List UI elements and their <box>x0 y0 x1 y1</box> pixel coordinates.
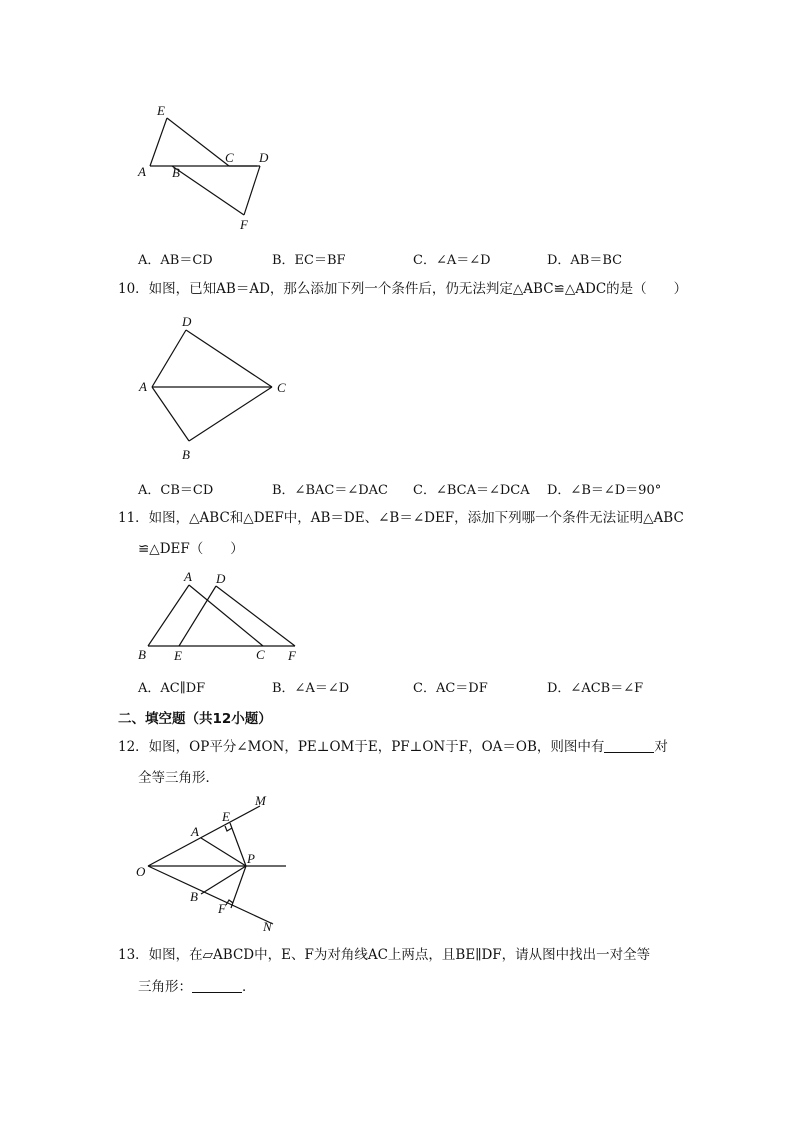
q12-figure <box>130 765 305 940</box>
q11-label-D: D <box>216 571 226 586</box>
q12-label-N: N <box>263 919 272 934</box>
q10-option-a[interactable]: A．CB＝CD <box>138 483 214 498</box>
q12-label-M: M <box>255 793 266 808</box>
q13-stem-line1: 13．如图，在▱ABCD中，E、F为对角线AC上两点，且BE∥DF，请从图中找出一对全等 <box>118 947 651 963</box>
q11-option-d[interactable]: D．∠ACB＝∠F <box>547 681 644 696</box>
q10-label-A: A <box>139 379 147 394</box>
q9-label-F: F <box>240 217 248 232</box>
q11-label-A: A <box>184 569 192 584</box>
q12-answer-blank[interactable] <box>604 738 654 753</box>
q9-figure <box>130 100 290 235</box>
q10-label-B: B <box>182 447 190 462</box>
q10-stem: 10．如图，已知AB＝AD，那么添加下列一个条件后，仍无法判定△ABC≌△ADC的是（ ） <box>118 281 688 297</box>
q12-stem-line1 <box>118 737 668 757</box>
q12-stem-line2: 全等三角形． <box>138 770 219 786</box>
q11-stem-line1: 11．如图，△ABC和△DEF中，AB＝DE、∠B＝∠DEF，添加下列哪一个条件无法证明△ABC <box>118 510 684 526</box>
q12-label-P: P <box>247 851 255 866</box>
q12-label-E: E <box>222 809 230 824</box>
q11-option-a[interactable]: A．AC∥DF <box>138 681 206 696</box>
q10-option-b[interactable]: B．∠BAC＝∠DAC <box>272 483 388 498</box>
q12-label-F: F <box>218 901 226 916</box>
q10-option-d[interactable]: D．∠B＝∠D＝90° <box>547 483 662 498</box>
q10-figure <box>130 310 305 465</box>
q12-stem-before: 12．如图，OP平分∠MON，PE⊥OM于E，PF⊥ON于F，OA＝OB，则图中有 <box>118 739 605 755</box>
q9-label-E: E <box>157 103 165 118</box>
q11-stem-line2: ≌△DEF（ ） <box>138 541 244 557</box>
q9-label-A: A <box>138 164 146 179</box>
q10-label-D: D <box>182 314 192 329</box>
q13-stem-before: 三角形： <box>138 979 192 995</box>
q9-label-C: C <box>225 150 234 165</box>
q11-figure <box>130 565 315 670</box>
q9-option-a[interactable]: A．AB＝CD <box>138 253 213 268</box>
q12-label-B: B <box>190 889 198 904</box>
section-title-fill-in: 二、填空题（共12小题） <box>118 711 272 727</box>
q9-label-D: D <box>259 150 269 165</box>
q11-option-c[interactable]: C．AC＝DF <box>413 681 488 696</box>
q11-label-C: C <box>256 647 265 662</box>
q11-label-E: E <box>174 648 182 663</box>
q11-label-F: F <box>288 648 296 663</box>
q11-label-B: B <box>138 647 146 662</box>
q9-label-B: B <box>172 165 180 180</box>
q11-option-b[interactable]: B．∠A＝∠D <box>272 681 350 696</box>
q9-option-d[interactable]: D．AB＝BC <box>547 253 623 268</box>
q13-stem-line2 <box>138 977 256 997</box>
q13-stem-after: ． <box>242 979 256 995</box>
q12-label-O: O <box>136 864 146 879</box>
q10-label-C: C <box>277 380 286 395</box>
q13-answer-blank[interactable] <box>192 978 242 993</box>
q9-option-c[interactable]: C．∠A＝∠D <box>413 253 491 268</box>
q12-label-A: A <box>191 824 199 839</box>
q9-option-b[interactable]: B．EC＝BF <box>272 253 346 268</box>
q12-stem-after: 对 <box>654 739 668 755</box>
q10-option-c[interactable]: C．∠BCA＝∠DCA <box>413 483 530 498</box>
